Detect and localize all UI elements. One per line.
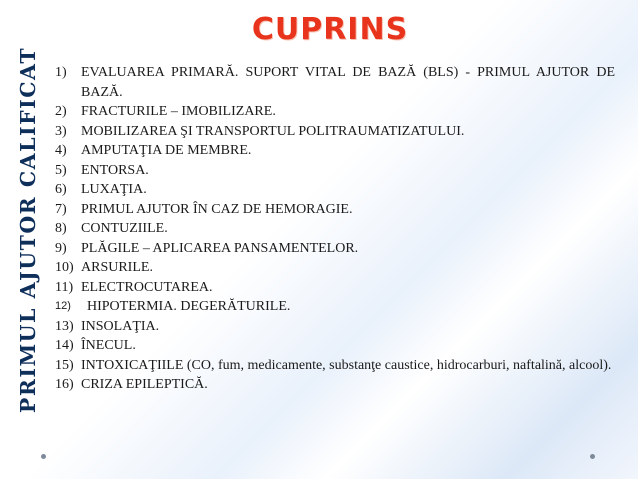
item-number: 9) bbox=[55, 240, 67, 256]
item-number: 15) bbox=[55, 357, 74, 373]
item-number: 11) bbox=[55, 279, 74, 295]
item-text: INTOXICAŢIILE (CO, fum, medicamente, substanţe caustice, hidrocarburi, naftalină, alcool). bbox=[81, 357, 612, 373]
item-text: MOBILIZAREA ŞI TRANSPORTUL POLITRAUMATIZATULUI. bbox=[81, 123, 465, 139]
list-item bbox=[55, 102, 615, 122]
side-title bbox=[8, 18, 48, 442]
list-item bbox=[55, 122, 615, 142]
list-item bbox=[55, 278, 615, 298]
item-number: 8) bbox=[55, 221, 67, 236]
list-item bbox=[55, 180, 615, 200]
item-number: 3) bbox=[55, 123, 67, 139]
item-text: LUXAŢIA. bbox=[81, 182, 147, 197]
item-text: HIPOTERMIA. DEGERĂTURILE. bbox=[87, 299, 291, 314]
list-item bbox=[55, 258, 615, 278]
item-text: PRIMUL AJUTOR ÎN CAZ DE HEMORAGIE. bbox=[81, 201, 353, 217]
list-item bbox=[55, 219, 615, 239]
list-item bbox=[55, 375, 615, 395]
list-item bbox=[55, 356, 615, 376]
item-text: INSOLAŢIA. bbox=[81, 318, 160, 334]
page-title: CUPRINS bbox=[251, 12, 409, 47]
item-number: 14) bbox=[55, 338, 74, 353]
item-number: 6) bbox=[55, 182, 67, 197]
item-text: CONTUZIILE. bbox=[81, 221, 168, 236]
list-item bbox=[55, 161, 615, 181]
item-text: ELECTROCUTAREA. bbox=[81, 279, 213, 295]
list-item bbox=[55, 141, 615, 161]
list-item bbox=[55, 336, 615, 356]
side-title-text: PRIMUL AJUTOR CALIFICAT bbox=[16, 46, 40, 414]
item-text: PLĂGILE – APLICAREA PANSAMENTELOR. bbox=[81, 240, 359, 256]
item-text: ÎNECUL. bbox=[81, 338, 136, 353]
item-number: 5) bbox=[55, 162, 67, 178]
list-item bbox=[55, 297, 615, 317]
decorative-dot-left bbox=[41, 454, 46, 459]
list-item bbox=[55, 239, 615, 259]
table-of-contents bbox=[55, 63, 615, 395]
item-text: AMPUTAŢIA DE MEMBRE. bbox=[81, 143, 252, 158]
list-item bbox=[55, 63, 615, 102]
item-text: FRACTURILE – IMOBILIZARE. bbox=[81, 104, 276, 119]
item-number: 13) bbox=[55, 318, 74, 334]
item-number: 4) bbox=[55, 143, 67, 158]
item-text: EVALUAREA PRIMARĂ. SUPORT VITAL DE BAZĂ (BLS) - PRIMUL AJUTOR DE BAZĂ. bbox=[81, 65, 615, 100]
item-number: 1) bbox=[55, 65, 67, 80]
item-number: 16) bbox=[55, 377, 74, 392]
list-item bbox=[55, 317, 615, 337]
item-number: 2) bbox=[55, 104, 67, 119]
item-number: 7) bbox=[55, 201, 67, 217]
item-text: CRIZA EPILEPTICĂ. bbox=[81, 377, 208, 392]
decorative-dot-right bbox=[590, 454, 595, 459]
item-text: ENTORSA. bbox=[81, 162, 149, 178]
item-text: ARSURILE. bbox=[81, 260, 153, 275]
item-number: 10) bbox=[55, 260, 74, 275]
list-item bbox=[55, 200, 615, 220]
item-number: 12) bbox=[55, 300, 71, 312]
